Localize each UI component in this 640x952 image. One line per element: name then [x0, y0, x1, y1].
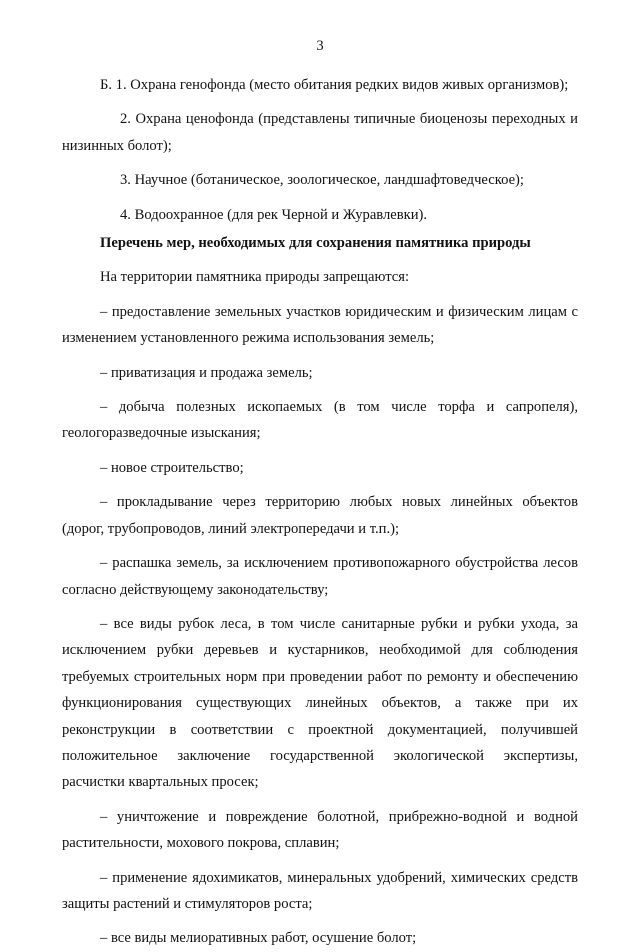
prohibited-item: – распашка земель, за исключением противопожарного обустройства лесов согласно действующему законодательству;	[62, 555, 578, 598]
prohibited-item: – новое строительство;	[100, 459, 244, 476]
prohibited-item: – предоставление земельных участков юридическим и физическим лицам с изменением установленного режима использования земель;	[62, 303, 578, 347]
list-b-item-2: 2. Охрана ценофонда (представлены типичные биоценозы переходных и низинных болот);	[62, 111, 578, 154]
prohibited-item: – применение ядохимикатов, минеральных удобрений, химических средств защиты растений и стимуляторов роста;	[62, 869, 578, 912]
list-b-item-1: Б. 1. Охрана генофонда (место обитания редких видов живых организмов);	[100, 77, 569, 93]
list-b-item-3: 3. Научное (ботаническое, зоологическое, ландшафтоведческое);	[120, 172, 524, 189]
prohibited-item: – все виды мелиоративных работ, осушение болот;	[100, 930, 417, 947]
prohibited-item: – уничтожение и повреждение болотной, прибрежно-водной и водной растительности, мохового покрова, сплавин;	[62, 808, 578, 852]
measures-heading: Перечень мер, необходимых для сохранения памятника природы	[100, 235, 531, 252]
prohibited-item: – добыча полезных ископаемых (в том числе торфа и сапропеля), геологоразведочные изыскания;	[62, 399, 578, 442]
prohibited-intro: На территории памятника природы запрещаются:	[100, 269, 410, 286]
list-b-item-4: 4. Водоохранное (для рек Черной и Журавлевки).	[120, 206, 428, 223]
prohibited-item: – прокладывание через территорию любых новых линейных объектов (дорог, трубопроводов, линий электропередачи и т.п.);	[62, 494, 578, 537]
prohibited-item: – приватизация и продажа земель;	[100, 364, 313, 381]
prohibited-item: – все виды рубок леса, в том числе санитарные рубки и рубки ухода, за исключением рубки деревьев и кустарников, необходимой для соблюдения требуемых строительных норм при проведении работ по ремонту и обеспечению функционирования существующих линейных объектов, а также при их реконструкции в соответствии с проектной документацией, получившей положительное заключение государственной экологической экспертизы, расчистки квартальных просек;	[62, 615, 578, 791]
page-number: 3	[316, 38, 324, 54]
